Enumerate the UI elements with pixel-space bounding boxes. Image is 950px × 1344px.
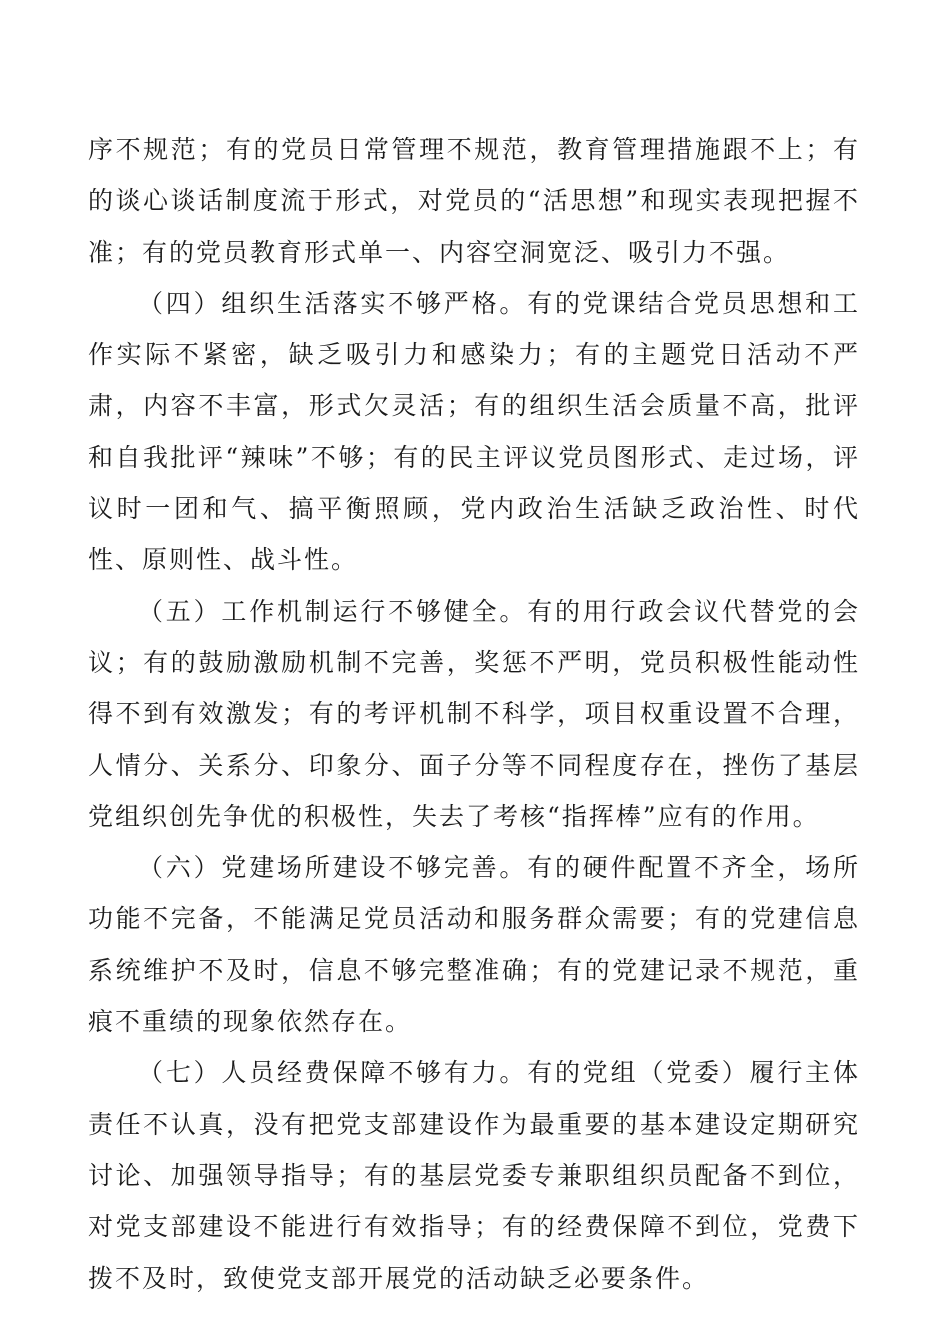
paragraph-section-4: （四）组织生活落实不够严格。有的党课结合党员思想和工作实际不紧密，缺乏吸引力和感染力；有的主题党日活动不严肃，内容不丰富，形式欠灵活；有的组织生活会质量不高，批评和自我批评“辣味”不够；有的民主评议党员图形式、走过场，评议时一团和气、搞平衡照顾，党内政治生活缺乏政治性、时代性、原则性、战斗性。 <box>88 288 860 575</box>
document-body <box>88 124 860 1304</box>
paragraph-continuation: 序不规范；有的党员日常管理不规范，教育管理措施跟不上；有的谈心谈话制度流于形式，对党员的“活思想”和现实表现把握不准；有的党员教育形式单一、内容空洞宽泛、吸引力不强。 <box>88 135 860 267</box>
paragraph-section-7: （七）人员经费保障不够有力。有的党组（党委）履行主体责任不认真，没有把党支部建设作为最重要的基本建设定期研究讨论、加强领导指导；有的基层党委专兼职组织员配备不到位，对党支部建设不能进行有效指导；有的经费保障不到位，党费下拨不及时，致使党支部开展党的活动缺乏必要条件。 <box>88 1058 860 1293</box>
paragraph-section-6: （六）党建场所建设不够完善。有的硬件配置不齐全，场所功能不完备，不能满足党员活动和服务群众需要；有的党建信息系统维护不及时，信息不够完整准确；有的党建记录不规范，重痕不重绩的现象依然存在。 <box>88 853 860 1037</box>
paragraph-section-5: （五）工作机制运行不够健全。有的用行政会议代替党的会议；有的鼓励激励机制不完善，奖惩不严明，党员积极性能动性得不到有效激发；有的考评机制不科学，项目权重设置不合理，人情分、关系分、印象分、面子分等不同程度存在，挫伤了基层党组织创先争优的积极性，失去了考核“指挥棒”应有的作用。 <box>88 596 860 831</box>
